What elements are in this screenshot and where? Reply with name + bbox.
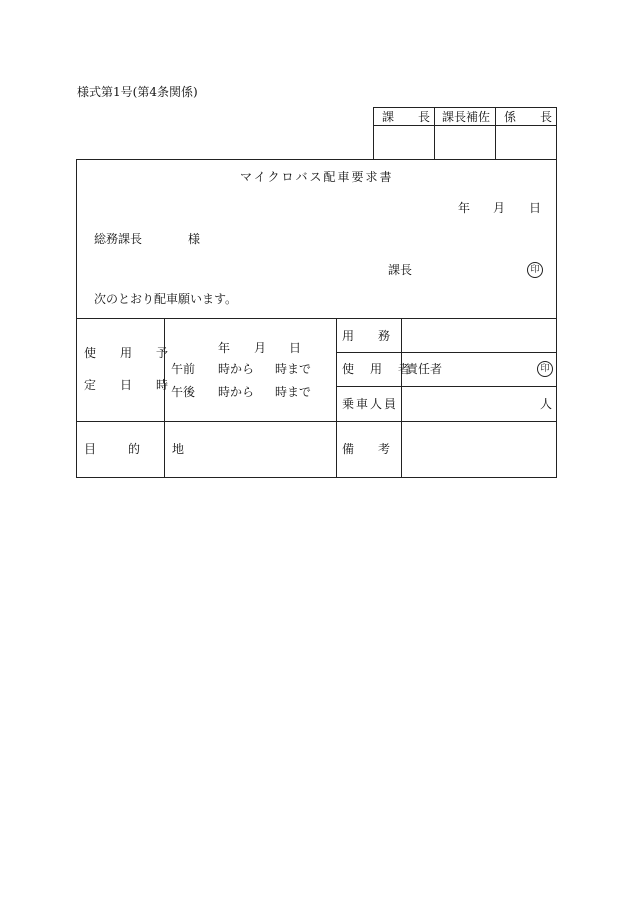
passengers-unit: 人 <box>540 397 553 411</box>
schedule-label-bottom: 定 日 時 <box>84 378 175 392</box>
business-label: 用 務 <box>342 329 391 343</box>
addressee-label: 総務課長 <box>94 232 143 246</box>
request-text: 次のとおり配車願います。 <box>94 292 238 306</box>
addressee-honorific: 様 <box>188 232 201 246</box>
approval-header-assistant-chief: 課長補佐 <box>442 110 491 124</box>
requester-label: 課長 <box>388 263 413 277</box>
date-year-label: 年 <box>458 201 471 215</box>
remarks-label: 備 考 <box>342 442 391 456</box>
date-month-label: 月 <box>493 201 506 215</box>
approval-header-subsection-chief: 係 長 <box>504 110 553 124</box>
schedule-year-label: 年 <box>218 341 231 355</box>
responsible-label: 責任者 <box>406 362 443 376</box>
schedule-pm-until: 時まで <box>275 385 312 399</box>
schedule-day-label: 日 <box>289 341 302 355</box>
approval-header-section-chief: 課 長 <box>382 110 431 124</box>
schedule-am-until: 時まで <box>275 362 312 376</box>
date-day-label: 日 <box>529 201 542 215</box>
user-label: 使 用 者 <box>342 362 413 376</box>
request-form <box>76 159 557 478</box>
approval-box <box>373 107 557 160</box>
form-title: マイクロバス配車要求書 <box>240 170 394 184</box>
schedule-am-from: 時から <box>218 362 255 376</box>
passengers-label: 乗車人員 <box>342 397 399 411</box>
seal-icon: 印 <box>537 361 553 377</box>
schedule-label-top: 使 用 予 <box>84 346 175 360</box>
seal-icon: 印 <box>527 262 543 278</box>
schedule-am-label: 午前 <box>171 362 196 376</box>
destination-label: 目 的 地 <box>84 442 195 456</box>
schedule-month-label: 月 <box>254 341 267 355</box>
schedule-pm-label: 午後 <box>171 385 196 399</box>
form-number: 様式第1号(第4条関係) <box>77 85 198 99</box>
schedule-pm-from: 時から <box>218 385 255 399</box>
